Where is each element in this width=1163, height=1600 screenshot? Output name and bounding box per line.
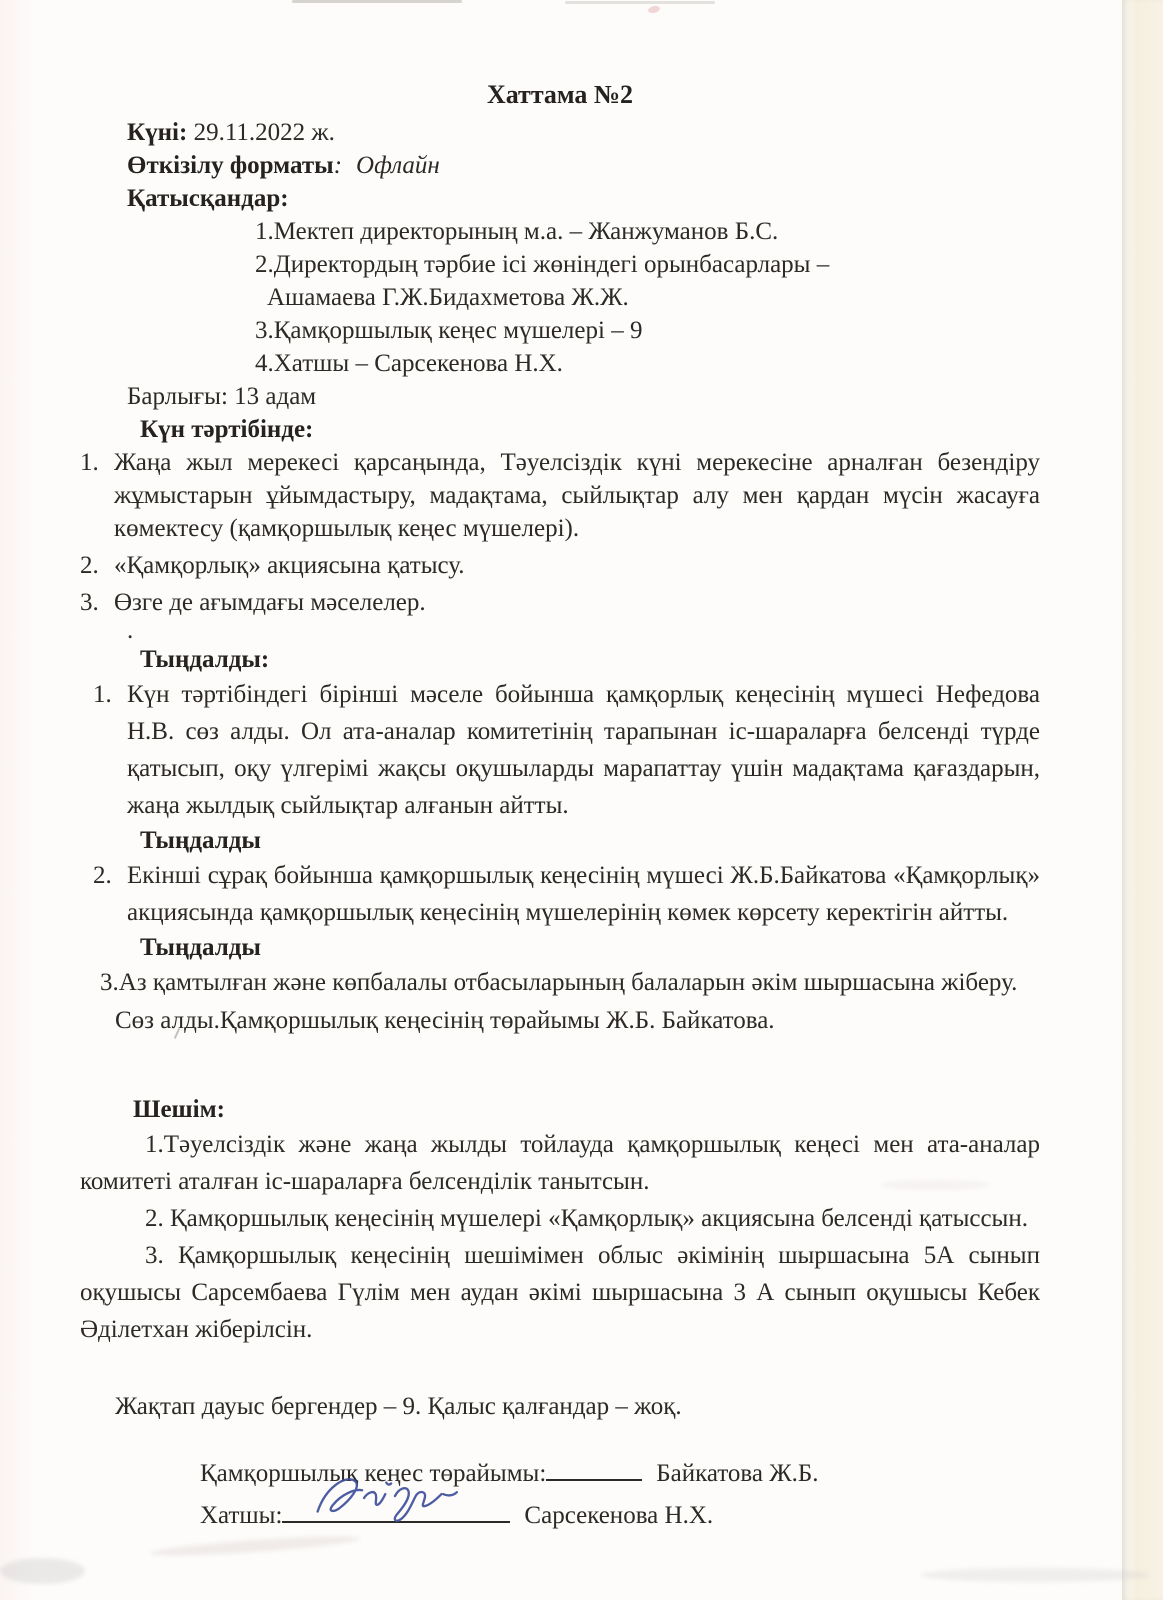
agenda-item-text: «Қамқорлық» акциясына қатысу.	[114, 552, 465, 579]
participant-line: 1.Мектеп директорының м.а. – Жанжуманов Б.С.	[255, 218, 779, 245]
date-line	[80, 116, 1040, 149]
agenda-item-number: 2.	[80, 552, 99, 579]
speaker-line: Сөз алды.Қамқоршылық кеңесінің төрайымы Ж.Б. Байкатова.	[115, 1007, 775, 1034]
secretary-signature-row	[200, 1495, 1040, 1537]
agenda-list	[80, 446, 1040, 619]
heard-heading-label: Тыңдалды	[140, 827, 261, 854]
participants-heading	[80, 182, 1040, 215]
heard-heading	[80, 824, 1040, 857]
participant-line: 4.Хатшы – Сарсекенова Н.Х.	[255, 350, 563, 377]
format-value: Офлайн	[356, 152, 440, 179]
chair-signature-label: Қамқоршылық кеңес төрайымы:	[200, 1460, 547, 1487]
format-colon: :	[333, 152, 343, 179]
format-label: Өткізілу форматы	[127, 152, 334, 179]
heard-heading	[80, 931, 1040, 964]
scan-smudge	[920, 1568, 1150, 1582]
scan-smudge	[0, 1558, 85, 1584]
secretary-signature-label: Хатшы:	[200, 1502, 283, 1529]
decision-item: 2. Қамқоршылық кеңесінің мүшелері «Қамқорлық» акциясына белсенді қатыссын.	[145, 1205, 1028, 1232]
heard-item	[80, 676, 1040, 824]
chair-signature-name: Байкатова Ж.Б.	[656, 1460, 819, 1487]
heard-item-text: 3.Аз қамтылған және көпбалалы отбасыларының балаларын әкім шыршасына жіберу.	[100, 969, 1018, 996]
heard-item	[80, 857, 1040, 931]
document-title: Хаттама №2	[486, 80, 634, 109]
heard-item-number: 1.	[93, 681, 112, 708]
heard-item-number: 2.	[93, 862, 112, 889]
scan-top-streak	[565, 1, 715, 4]
vote-result-line: Жақтап дауыс бергендер – 9. Қалыс қалғандар – жоқ.	[115, 1393, 682, 1420]
decision-item: 3. Қамқоршылық кеңесінің шешімімен облыс әкімінің шыршасына 5А сынып оқушысы Сарсембаева Гүлім мен аудан әкімі шыршасына 3 А сынып оқушысы Кебек Әділетхан жіберілсін.	[80, 1242, 1040, 1343]
signature-block	[80, 1453, 1040, 1537]
agenda-item-text: Жаңа жыл мерекесі қарсаңында, Тәуелсіздік күні мерекесіне арналған безендіру жұмыстарын ұйымдастыру, мадақтама, сыйлықтар алу мен қардан мүсін жасауға көмектесу (қамқоршылық кеңес мүшелері).	[114, 449, 1040, 542]
scan-left-edge-tint	[0, 0, 34, 1600]
participant-line-continuation: Ашамаева Г.Ж.Бидахметова Ж.Ж.	[267, 284, 629, 311]
agenda-item	[80, 446, 1040, 545]
heard-heading-label: Тыңдалды	[140, 934, 261, 961]
heard-item-text: Екінші сұрақ бойынша қамқоршылық кеңесінің мүшесі Ж.Б.Байкатова «Қамқорлық» акциясында қамқоршылық кеңесінің мүшелерінің көмек көрсету керектігін айтты.	[127, 862, 1040, 926]
total-count-line: Барлығы: 13 адам	[127, 383, 317, 410]
handwritten-signature-ink	[310, 1469, 478, 1527]
agenda-item	[80, 549, 1040, 582]
stray-dot: .	[127, 617, 134, 644]
date-value: 29.11.2022 ж.	[193, 119, 335, 146]
participants-heading-label: Қатысқандар:	[127, 185, 289, 212]
decision-item: 1.Тәуелсіздік және жаңа жылды тойлауда қамқоршылық кеңесі мен ата-аналар комитеті аталған іс-шараларға белсенділік танытсын.	[80, 1131, 1040, 1195]
heard-heading-label: Тыңдалды:	[140, 646, 270, 673]
agenda-item-number: 3.	[80, 589, 99, 616]
secretary-signature-name: Сарсекенова Н.Х.	[524, 1502, 714, 1529]
decision-heading-label: Шешім:	[133, 1096, 225, 1123]
scan-pink-mark	[647, 5, 660, 14]
scan-right-edge-band	[1122, 0, 1163, 1600]
scan-top-streak	[292, 0, 462, 3]
document-content	[80, 78, 1040, 1537]
agenda-item	[80, 586, 1040, 619]
heard-heading	[80, 643, 1040, 676]
secretary-signature-line	[282, 1516, 510, 1523]
format-line	[80, 149, 1040, 182]
heard-item-text: Күн тәртібіндегі бірінші мәселе бойынша қамқорлық кеңесінің мүшесі Нефедова Н.В. сөз алды. Ол ата-аналар комитетінің тарапынан іс-шараларға белсенді түрде қатысып, оқу үлгерімі жақсы оқушыларды марапаттау үшін мадақтама қағаздарын, жаңа жылдық сыйлықтар алғанын айтты.	[127, 681, 1040, 819]
date-label: Күні:	[127, 119, 188, 146]
agenda-item-text: Өзге де ағымдағы мәселелер.	[114, 589, 426, 616]
participants-list	[80, 215, 1040, 380]
participant-line: 2.Директордың тәрбие ісі жөніндегі орынбасарлары –	[255, 251, 830, 278]
agenda-heading	[80, 413, 1040, 446]
decision-heading	[80, 1093, 1040, 1126]
chair-signature-line	[546, 1474, 642, 1481]
participant-line: 3.Қамқоршылық кеңес мүшелері – 9	[255, 317, 643, 344]
agenda-heading-label: Күн тәртібінде:	[140, 416, 314, 443]
agenda-item-number: 1.	[80, 449, 99, 476]
